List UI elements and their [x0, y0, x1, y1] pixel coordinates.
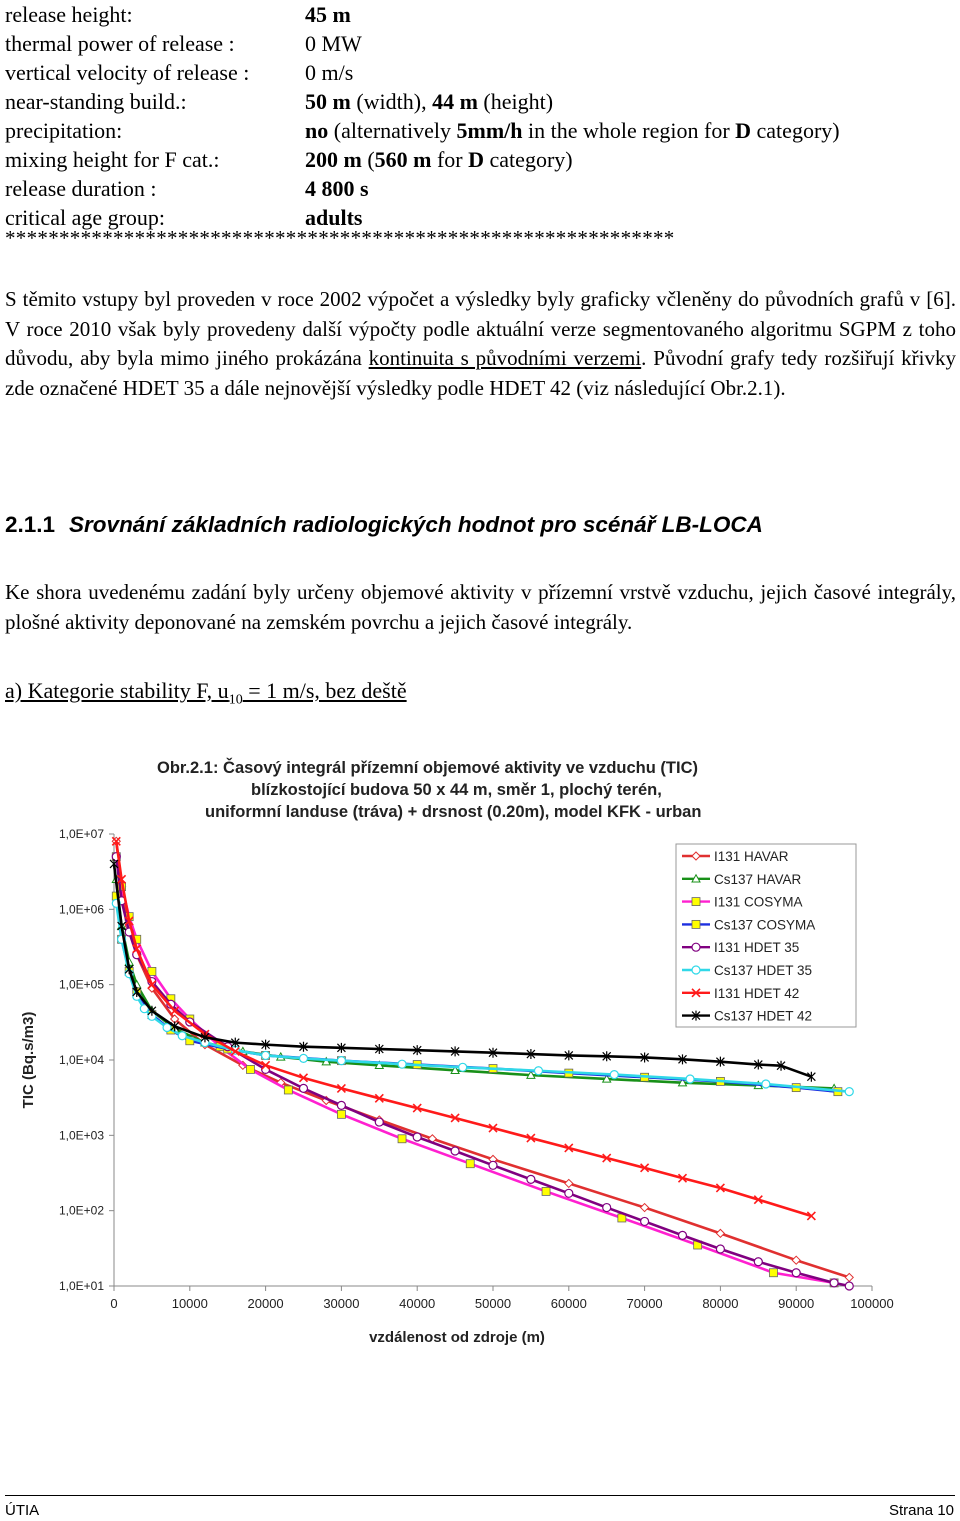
data-point — [641, 1217, 649, 1225]
x-tick-label: 70000 — [626, 1296, 663, 1311]
data-point — [300, 1084, 308, 1092]
x-tick-label: 80000 — [702, 1296, 739, 1311]
data-point — [337, 1057, 345, 1065]
section-paragraph: Ke shora uvedenému zadání byly určeny objemové aktivity v přízemní vrstvě vzduchu, jejich časové integrály, plošné aktivity deponované na zemském povrchu a jejich časové integrály. — [5, 580, 956, 634]
data-point — [603, 1204, 611, 1212]
underlined-text: kontinuita s původními verzemi — [368, 346, 642, 370]
param-value-part: ( — [361, 147, 375, 172]
legend-label: Cs137 HDET 42 — [714, 1008, 813, 1024]
data-point — [792, 1269, 800, 1277]
x-tick-label: 90000 — [778, 1296, 815, 1311]
separator-stars: ************************************************************** — [5, 226, 675, 250]
data-point — [692, 898, 700, 906]
data-point — [641, 1204, 649, 1212]
intro-paragraph — [5, 285, 956, 403]
param-row — [5, 58, 955, 87]
legend-label: Cs137 HAVAR — [714, 871, 802, 887]
param-value — [305, 29, 362, 58]
data-point — [792, 1256, 800, 1264]
legend-label: Cs137 COSYMA — [714, 917, 816, 933]
param-value-part: D — [735, 118, 752, 143]
footer-institute: ÚTIA — [5, 1502, 40, 1519]
subsection-subscript: 10 — [228, 692, 243, 708]
y-axis-label: TIC (Bq.s/m3) — [20, 1011, 37, 1109]
data-point — [565, 1189, 573, 1197]
x-tick-label: 0 — [110, 1296, 118, 1311]
data-point — [845, 1282, 853, 1290]
param-value-part: (width), — [350, 89, 433, 114]
param-row — [5, 29, 955, 58]
param-label: release duration : — [5, 176, 157, 201]
x-tick-label: 100000 — [850, 1296, 894, 1311]
param-value — [305, 145, 573, 174]
legend-label: I131 HAVAR — [714, 849, 789, 864]
y-tick-label: 1,0E+01 — [58, 1279, 104, 1293]
param-value-part: (alternatively — [328, 118, 457, 143]
data-point — [565, 1179, 573, 1187]
section-heading — [5, 512, 763, 538]
data-point — [686, 1075, 694, 1083]
data-point — [262, 1051, 270, 1059]
data-point — [527, 1175, 535, 1183]
param-row — [5, 116, 955, 145]
x-axis-label: vzdálenost od zdroje (m) — [369, 1329, 545, 1346]
legend-label: I131 COSYMA — [714, 894, 803, 910]
param-row — [5, 174, 955, 203]
chart-title-line: uniformní landuse (tráva) + drsnost (0.20m), model KFK - urban — [205, 803, 702, 821]
param-row — [5, 87, 955, 116]
data-point — [489, 1161, 497, 1169]
paragraph-text: . Původní grafy tedy rozšiřují křivky zde označené HDET 35 a dále nejnovější výsledky podle HDET 42 (viz následující Obr.2.1). — [5, 346, 956, 400]
param-label: thermal power of release : — [5, 31, 235, 56]
data-point — [692, 966, 700, 974]
param-value-part: 0 m/s — [305, 60, 354, 85]
param-value — [305, 174, 369, 203]
data-point — [466, 1160, 474, 1168]
legend-label: I131 HDET 42 — [714, 985, 800, 1001]
param-value-part: (height) — [477, 89, 554, 114]
subsection-prefix: a) Kategorie stability F, u — [5, 678, 229, 703]
param-value-part: category) — [751, 118, 840, 143]
data-point — [178, 1032, 186, 1040]
paragraph-text: S těmito vstupy byl proveden v roce 2002 výpočet a výsledky byly graficky včleněny do původních grafů v [6]. V roce 2010 však byly provedeny další výpočty podle aktuální verze segmentovaného algoritmu SGPM z toho důvodu, aby byla mimo jiného prokázána — [5, 287, 956, 370]
data-point — [762, 1080, 770, 1088]
data-point — [459, 1063, 467, 1071]
data-point — [413, 1133, 421, 1141]
subsection-suffix: = 1 m/s, bez deště — [242, 678, 407, 703]
param-row — [5, 0, 955, 29]
y-tick-label: 1,0E+03 — [58, 1128, 104, 1143]
data-point — [679, 1231, 687, 1239]
y-tick-label: 1,0E+04 — [58, 1053, 104, 1067]
data-point — [398, 1135, 406, 1143]
data-point — [830, 1279, 838, 1287]
param-label: critical age group: — [5, 205, 166, 230]
data-point — [845, 1088, 853, 1096]
param-value-part: 5mm/h — [456, 118, 523, 143]
x-tick-label: 40000 — [399, 1296, 436, 1311]
param-label: precipitation: — [5, 118, 123, 143]
param-value-part: for — [431, 147, 469, 172]
param-label: mixing height for F cat.: — [5, 147, 220, 172]
x-tick-label: 20000 — [247, 1296, 284, 1311]
data-point — [610, 1071, 618, 1079]
y-tick-label: 1,0E+02 — [58, 1203, 104, 1218]
data-point — [542, 1187, 550, 1195]
legend-label: Cs137 HDET 35 — [714, 963, 813, 978]
param-row — [5, 145, 955, 174]
y-tick-label: 1,0E+06 — [58, 902, 104, 917]
data-point — [284, 1086, 292, 1094]
param-value — [305, 58, 353, 87]
data-point — [398, 1060, 406, 1068]
param-value — [305, 0, 351, 29]
data-point — [337, 1101, 345, 1109]
data-point — [337, 1110, 345, 1118]
data-point — [716, 1245, 724, 1253]
param-value-part: 44 m — [432, 89, 478, 114]
legend-label: I131 HDET 35 — [714, 940, 800, 956]
data-point — [845, 1273, 853, 1281]
data-point — [375, 1118, 383, 1126]
param-label: release height: — [5, 2, 133, 27]
data-point — [451, 1147, 459, 1155]
param-value — [305, 87, 553, 116]
param-label: vertical velocity of release : — [5, 60, 250, 85]
x-tick-label: 50000 — [474, 1296, 512, 1311]
param-value-part: 45 m — [305, 2, 351, 27]
section-number: 2.1.1 — [5, 512, 56, 537]
param-label: near-standing build.: — [5, 89, 187, 114]
param-value-part: adults — [305, 205, 363, 230]
param-value-part: 0 MW — [305, 31, 362, 56]
data-point — [754, 1258, 762, 1266]
data-point — [769, 1269, 777, 1277]
tic-chart — [0, 740, 960, 1360]
param-value-part: D — [468, 147, 485, 172]
param-value-part: 560 m — [374, 147, 432, 172]
data-point — [692, 943, 700, 951]
data-point — [534, 1067, 542, 1075]
data-point — [300, 1054, 308, 1062]
x-tick-label: 10000 — [171, 1296, 208, 1311]
chart-title-line: blízkostojící budova 50 x 44 m, směr 1, plochý terén, — [251, 781, 662, 799]
data-point — [716, 1229, 724, 1237]
y-tick-label: 1,0E+07 — [58, 827, 104, 841]
param-value-part: 4 800 s — [305, 176, 369, 201]
param-value-part: 200 m — [305, 147, 362, 172]
y-tick-label: 1,0E+05 — [58, 977, 104, 992]
param-value-part: no — [305, 118, 329, 143]
data-point — [246, 1065, 254, 1073]
chart-title-line: Obr.2.1: Časový integrál přízemní objemové aktivity ve vzduchu (TIC) — [157, 759, 698, 777]
data-point — [692, 920, 700, 928]
x-tick-label: 30000 — [323, 1296, 360, 1311]
param-value-part: 50 m — [305, 89, 351, 114]
release-parameters-list — [5, 0, 955, 232]
data-point — [163, 1024, 171, 1032]
param-value-part: in the whole region for — [522, 118, 736, 143]
x-tick-label: 60000 — [550, 1296, 587, 1311]
param-value-part: category) — [484, 147, 573, 172]
param-value — [305, 116, 840, 145]
subsection-heading — [5, 678, 407, 708]
section-title: Srovnání základních radiologických hodnot pro scénář LB-LOCA — [69, 512, 763, 537]
footer-rule — [5, 1495, 955, 1496]
footer-page-number: Strana 10 — [888, 1502, 954, 1519]
